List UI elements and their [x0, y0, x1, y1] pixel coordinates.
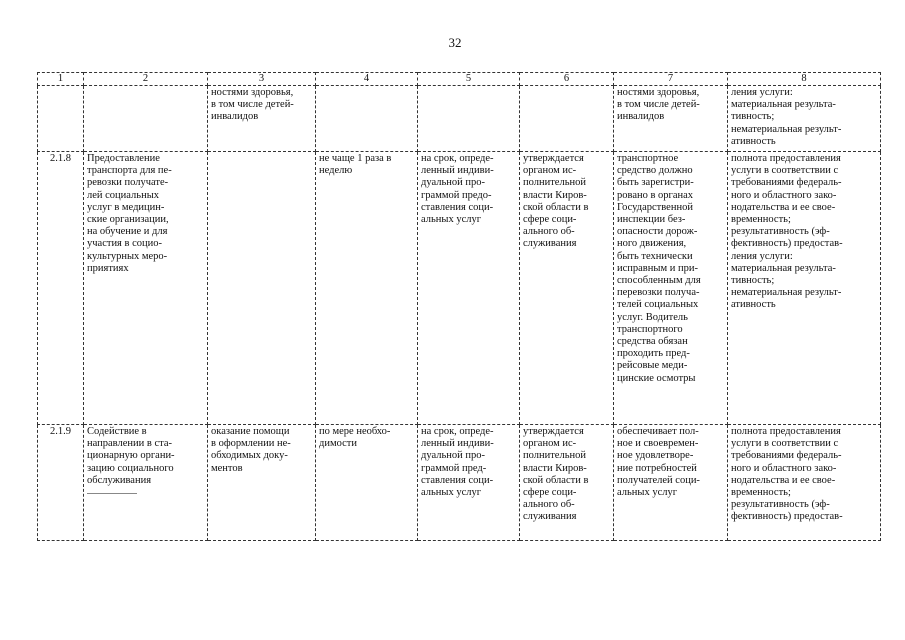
column-header: 7 — [614, 73, 728, 86]
table-row-2-1-9 — [38, 425, 881, 541]
table-row-continuation — [38, 86, 881, 152]
cell-description: оказание помощи в оформлении не- обходимых доку- ментов — [208, 425, 316, 541]
header-row — [38, 73, 881, 86]
cell-quality: полнота предоставления услуги в соответствии с требованиями федераль- ного и областного зако- нодательства и ее свое- временность; результативность (эф- фективность) предостав- ления услуги: материальная результа- тивность; нематериальная результ- ативность — [728, 152, 881, 425]
page-number: 32 — [448, 35, 462, 50]
column-header: 4 — [316, 73, 418, 86]
table-row-2-1-8 — [38, 152, 881, 425]
cell-number — [38, 86, 84, 152]
cell-frequency: не чаще 1 раза в неделю — [316, 152, 418, 425]
column-header: 6 — [520, 73, 614, 86]
services-table — [37, 72, 881, 541]
cell-tariff: утверждается органом ис- полнительной власти Киров- ской области в сфере соци- ального об- служивания — [520, 152, 614, 425]
column-header: 8 — [728, 73, 881, 86]
cell-conditions: ностями здоровья, в том числе детей- инвалидов — [614, 86, 728, 152]
cell-number: 2.1.9 — [38, 425, 84, 541]
cell-frequency — [316, 86, 418, 152]
cell-service-name: Предоставление транспорта для пе- ревозки получате- лей социальных услуг в медицин- ские организации, на обучение и для участия в социо- культурных меро- приятиях — [84, 152, 208, 425]
column-header: 3 — [208, 73, 316, 86]
cell-number: 2.1.8 — [38, 152, 84, 425]
cell-term: на срок, опреде- ленный индиви- дуальной про- граммой пред- ставления соци- альных услуг — [418, 425, 520, 541]
cell-service-name — [84, 86, 208, 152]
cell-tariff — [520, 86, 614, 152]
cell-description: ностями здоровья, в том числе детей- инвалидов — [208, 86, 316, 152]
blank-line — [87, 493, 137, 494]
column-header: 5 — [418, 73, 520, 86]
cell-conditions: транспортное средство должно быть зарегистри- ровано в органах Государственной инспекции без- опасности дорож- ного движения, быть технически исправным и при- способленным для перевозки получа- телей социальных услуг. Водитель транспортного средства обязан проходить пред- рейсовые меди- цинские осмотры — [614, 152, 728, 425]
cell-term: на срок, опреде- ленный индиви- дуальной про- граммой предо- ставления соци- альных услуг — [418, 152, 520, 425]
cell-quality: ления услуги: материальная результа- тивность; нематериальная результ- ативность — [728, 86, 881, 152]
cell-quality: полнота предоставления услуги в соответствии с требованиями федераль- ного и областного зако- нодательства и ее свое- временность; результативность (эф- фективность) предостав- — [728, 425, 881, 541]
cell-conditions: обеспечивает пол- ное и своевремен- ное удовлетворе- ние потребностей получателей соци- альных услуг — [614, 425, 728, 541]
cell-frequency: по мере необхо- димости — [316, 425, 418, 541]
cell-tariff: утверждается органом ис- полнительной власти Киров- ской области в сфере соци- ального об- служивания — [520, 425, 614, 541]
cell-service-name: Содействие в направлении в ста- ционарную органи- зацию социального обслуживания — [84, 425, 208, 541]
cell-term — [418, 86, 520, 152]
column-header: 2 — [84, 73, 208, 86]
cell-description — [208, 152, 316, 425]
column-header: 1 — [38, 73, 84, 86]
